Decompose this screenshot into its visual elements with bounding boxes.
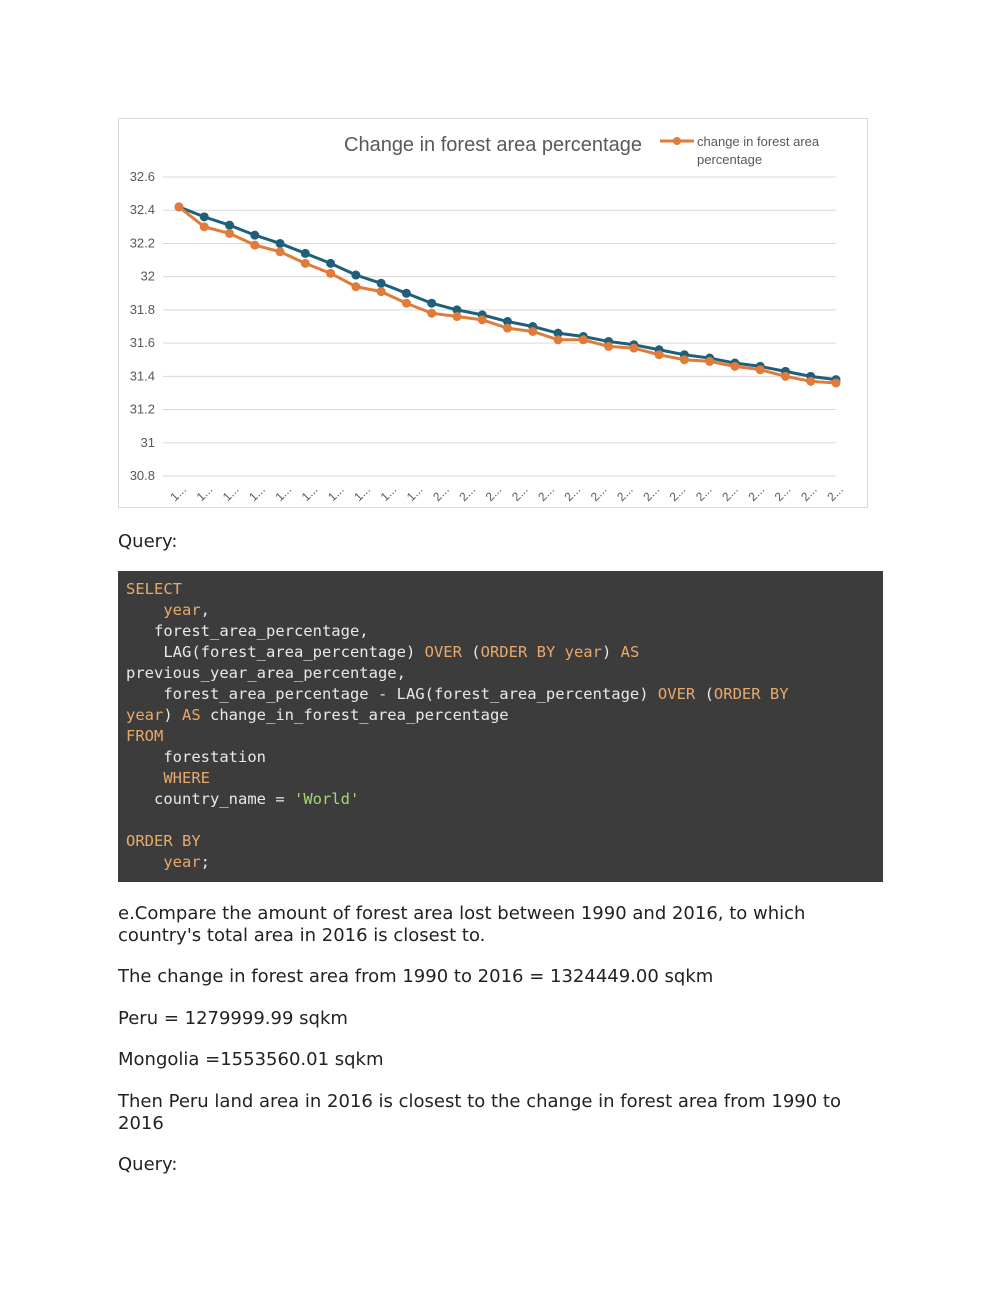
data-point: [427, 299, 436, 308]
sql-token: country_name =: [154, 790, 294, 808]
y-tick-label: 32: [140, 268, 155, 284]
peru-text: Peru = 1279999.99 sqkm: [118, 1008, 348, 1029]
x-tick-label: 2...: [430, 482, 452, 505]
x-tick-label: 1...: [272, 482, 295, 505]
forest-area-chart: [118, 118, 868, 508]
y-tick-label: 31.4: [129, 368, 155, 384]
chart-title: Change in forest area percentage: [344, 134, 642, 156]
sql-token: OVER: [424, 643, 462, 661]
data-point: [402, 299, 411, 308]
y-tick-label: 31.8: [129, 301, 155, 317]
x-tick-label: 2...: [640, 482, 663, 505]
sql-token: ): [163, 706, 182, 724]
x-tick-label: 2...: [666, 482, 689, 505]
sql-code-block: [118, 571, 883, 882]
y-tick-label: 31.2: [129, 401, 155, 417]
x-tick-label: 1...: [167, 482, 190, 505]
change-text: The change in forest area from 1990 to 2016 = 1324449.00 sqkm: [118, 966, 714, 987]
sql-token: AS: [620, 643, 640, 661]
data-point: [478, 315, 487, 324]
sql-token: year: [126, 706, 164, 724]
sql-token: forest_area_percentage,: [154, 622, 369, 640]
x-tick-label: 2...: [561, 482, 584, 505]
question-e: e.Compare the amount of forest area lost between 1990 and 2016, to which country's total area in 2016 is closest to.: [118, 903, 806, 946]
legend-marker: [673, 137, 681, 145]
data-point: [806, 377, 815, 386]
sql-token: (: [461, 643, 481, 661]
x-tick-label: 2...: [535, 482, 557, 505]
x-tick-label: 1...: [351, 482, 373, 505]
data-point: [326, 259, 335, 268]
data-point: [351, 282, 360, 291]
sql-token: SELECT: [126, 580, 182, 598]
data-point: [225, 229, 234, 238]
data-point: [427, 309, 436, 318]
chart-canvas: [118, 118, 868, 508]
sql-token: ORDER BY: [126, 832, 201, 850]
conclusion-text: Then Peru land area in 2016 is closest to the change in forest area from 1990 to 2016: [118, 1091, 841, 1134]
x-tick-label: 2...: [614, 482, 636, 505]
y-tick-label: 31.6: [129, 335, 155, 351]
x-tick-label: 1...: [219, 482, 242, 505]
data-point: [756, 365, 765, 374]
x-tick-label: 2...: [456, 482, 479, 505]
x-tick-label: 2...: [798, 482, 820, 505]
sql-token: change_in_forest_area_percentage: [200, 706, 509, 724]
y-tick-label: 32.6: [129, 169, 155, 184]
sql-token: 'World': [293, 790, 360, 808]
x-tick-label: 2...: [771, 482, 794, 505]
sql-token: ORDER BY year: [480, 643, 602, 661]
x-tick-label: 1...: [377, 482, 400, 505]
data-point: [781, 372, 790, 381]
data-point: [832, 378, 841, 387]
x-tick-label: 2...: [508, 482, 531, 505]
data-point: [377, 279, 386, 288]
data-point: [326, 269, 335, 278]
data-point: [402, 289, 411, 298]
x-tick-label: 2...: [587, 482, 610, 505]
sql-token: WHERE: [163, 769, 210, 787]
y-tick-label: 32.4: [129, 202, 155, 218]
y-tick-label: 32.2: [129, 235, 155, 251]
x-tick-label: 2...: [719, 482, 741, 505]
data-point: [351, 271, 360, 280]
data-point: [579, 335, 588, 344]
data-point: [452, 312, 461, 321]
data-point: [276, 247, 285, 256]
x-tick-label: 2...: [824, 482, 847, 505]
sql-token: AS: [182, 706, 201, 724]
sql-token: LAG(forest_area_percentage): [163, 643, 425, 661]
data-point: [655, 350, 664, 359]
sql-token: FROM: [126, 727, 164, 745]
data-point: [604, 342, 613, 351]
sql-token: year: [163, 601, 201, 619]
data-point: [629, 344, 638, 353]
data-point: [554, 335, 563, 344]
x-tick-label: 1...: [246, 482, 268, 505]
query-label: Query:: [118, 531, 178, 552]
series-line: [179, 207, 836, 380]
x-tick-label: 2...: [745, 482, 768, 505]
x-tick-label: 2...: [692, 482, 715, 505]
x-tick-label: 1...: [403, 482, 426, 505]
data-point: [301, 249, 310, 258]
data-point: [250, 241, 259, 250]
x-tick-label: 1...: [298, 482, 321, 505]
sql-token: ): [601, 643, 621, 661]
sql-token: previous_year_area_percentage,: [126, 664, 406, 682]
data-point: [377, 287, 386, 296]
legend-label: change in forest area percentage: [697, 134, 820, 167]
query-label-2: Query:: [118, 1154, 178, 1175]
data-point: [276, 239, 285, 248]
x-tick-label: 2...: [482, 482, 505, 505]
data-point: [175, 202, 184, 211]
series-line: [179, 207, 836, 383]
data-point: [705, 357, 714, 366]
mongolia-text: Mongolia =1553560.01 sqkm: [118, 1049, 384, 1070]
data-point: [250, 231, 259, 240]
sql-token: ORDER BY: [713, 685, 789, 703]
data-point: [680, 355, 689, 364]
data-point: [301, 259, 310, 268]
chart-legend: [660, 134, 820, 167]
data-point: [528, 327, 537, 336]
data-point: [730, 362, 739, 371]
data-point: [200, 222, 209, 231]
data-point: [225, 221, 234, 230]
sql-token: (: [695, 685, 714, 703]
y-tick-label: 31: [140, 434, 155, 450]
sql-token: ;: [200, 853, 210, 871]
sql-token: ,: [200, 601, 210, 619]
sql-token: year: [163, 853, 201, 871]
data-point: [503, 324, 512, 333]
x-tick-label: 1...: [325, 482, 347, 505]
sql-token: forest_area_percentage - LAG(forest_area_percentage): [163, 685, 658, 703]
data-point: [200, 212, 209, 221]
sql-token: forestation: [163, 748, 266, 766]
y-tick-label: 30.8: [129, 468, 155, 483]
sql-token: OVER: [657, 685, 696, 703]
x-tick-label: 1...: [193, 482, 216, 505]
